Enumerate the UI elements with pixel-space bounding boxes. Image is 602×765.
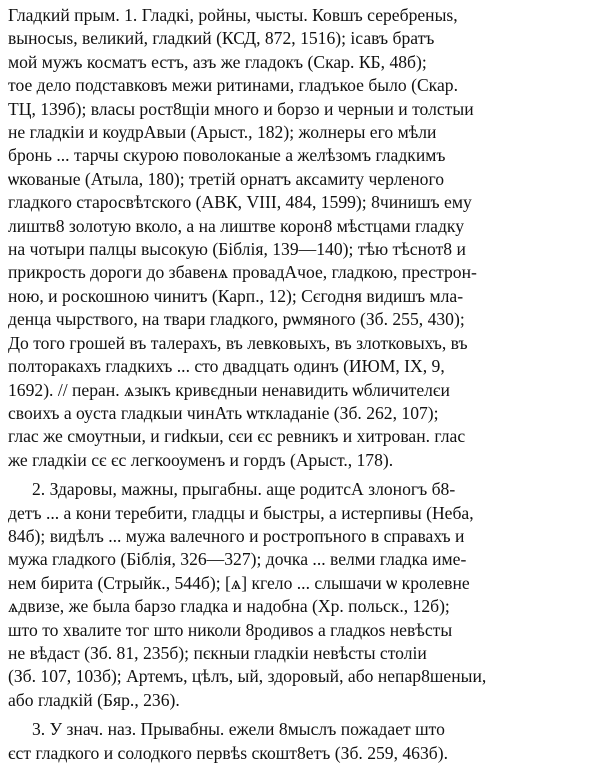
text-line: тое дело подставковъ межи ритинами, гладъкое было (Скар. <box>8 75 458 96</box>
text-line: 84б); видѣлъ ... мужа валечного и ростропъного в справахъ и <box>8 525 465 546</box>
text-line: же гладкіи сє єс легкооуменъ и гордъ (Арыст., 178). <box>8 449 394 470</box>
entry-sense-3 <box>8 718 594 765</box>
text-line: што то хвалите тог што николи 8родивоs а гладкоs невѣсты <box>8 619 453 640</box>
text-line: не вѣдаст (Зб. 81, 235б); пєкныи гладкіи невѣсты століи <box>8 642 427 663</box>
entry-sense-2 <box>8 478 594 712</box>
text-line: ТЦ, 139б); власы рост8щіи много и борзо и черныи и толстыи <box>8 98 474 119</box>
text-line: бронь ... тарчы скурою поволоканые а желѣзомъ гладкимъ <box>8 145 446 166</box>
text-line: 2. Здаровы, мажны, прыгабны. аще родитсА злоногъ б8- <box>32 479 456 500</box>
text-line: гладкого старосвѣтского (АВК, VIII, 484, 1599); 8чинишъ ему <box>8 192 472 213</box>
text-line: на чотыри палцы высокую (Біблія, 139—140); тѣю тѣснот8 и <box>8 239 466 260</box>
text-line: полторакахъ гладкихъ ... сто двадцать одинъ (ИЮМ, IX, 9, <box>8 356 445 377</box>
text-line: мой мужъ косматъ естъ, азъ же гладокъ (Скар. КБ, 48б); <box>8 51 427 72</box>
text-line: До того грошей въ талерахъ, въ левковыхъ, въ злотковыхъ, въ <box>8 332 468 353</box>
text-line: 1692). // перан. ѧзыкъ кривєдныи ненавидить ѡбличителєи <box>8 379 450 400</box>
text-line: своихъ а оуста гладкыи чинАть ѡткладаніе (Зб. 262, 107); <box>8 402 439 423</box>
text-line: (Зб. 107, 103б); Артемъ, цѣлъ, ый, здоровый, або непар8шеныи, <box>8 666 487 687</box>
text-line: лиштв8 золотую вколо, а на лиштве корон8 мѣстцами гладку <box>8 215 465 236</box>
text-line: або гладкій (Бяр., 236). <box>8 689 180 710</box>
text-line: прикрость дороги до збавенѧ провадАчое, гладкою, престрон- <box>8 262 477 283</box>
text-line: 3. У знач. наз. Прывабны. ежели 8мыслъ пожадает што <box>32 719 445 740</box>
text-line: нем бирита (Стрыйк., 544б); [ѧ] кгело ... слышачи ѡ кролевне <box>8 572 470 593</box>
text-line: ною, и роскошною чинитъ (Карп., 12); Сєгодня видишъ мла- <box>8 285 464 306</box>
entry-sense-1 <box>8 4 594 472</box>
text-line: Гладкий прым. 1. Гладкі, ройны, чысты. Ковшъ серебреныs, <box>8 5 458 25</box>
text-line: детъ ... а кони теребити, гладцы и быстры, а истерпивы (Неба, <box>8 502 474 523</box>
text-line: выносыs, великий, гладкий (КСД, 872, 1516); ісавъ братъ <box>8 28 435 49</box>
text-line: єст гладкого и солодкого первѣs скошт8етъ (Зб. 259, 463б). <box>8 742 448 763</box>
text-line: денца чырствого, на твари гладкого, рѡмяного (Зб. 255, 430); <box>8 309 465 330</box>
text-line: мужа гладкого (Біблія, 326—327); дочка ... велми гладка име- <box>8 549 467 570</box>
text-line: ѡкованые (Атыла, 180); третій орнатъ аксамиту черленого <box>8 168 445 189</box>
text-line: не гладкіи и коудрАвыи (Арыст., 182); жолнеры его мѣли <box>8 122 437 143</box>
text-line: глас же смоутныи, и гиdкыи, сєи єс ревникъ и хитрован. глас <box>8 426 466 447</box>
text-line: ѧдвизе, же была барзо гладка и надобна (Хр. польск., 12б); <box>8 596 450 617</box>
